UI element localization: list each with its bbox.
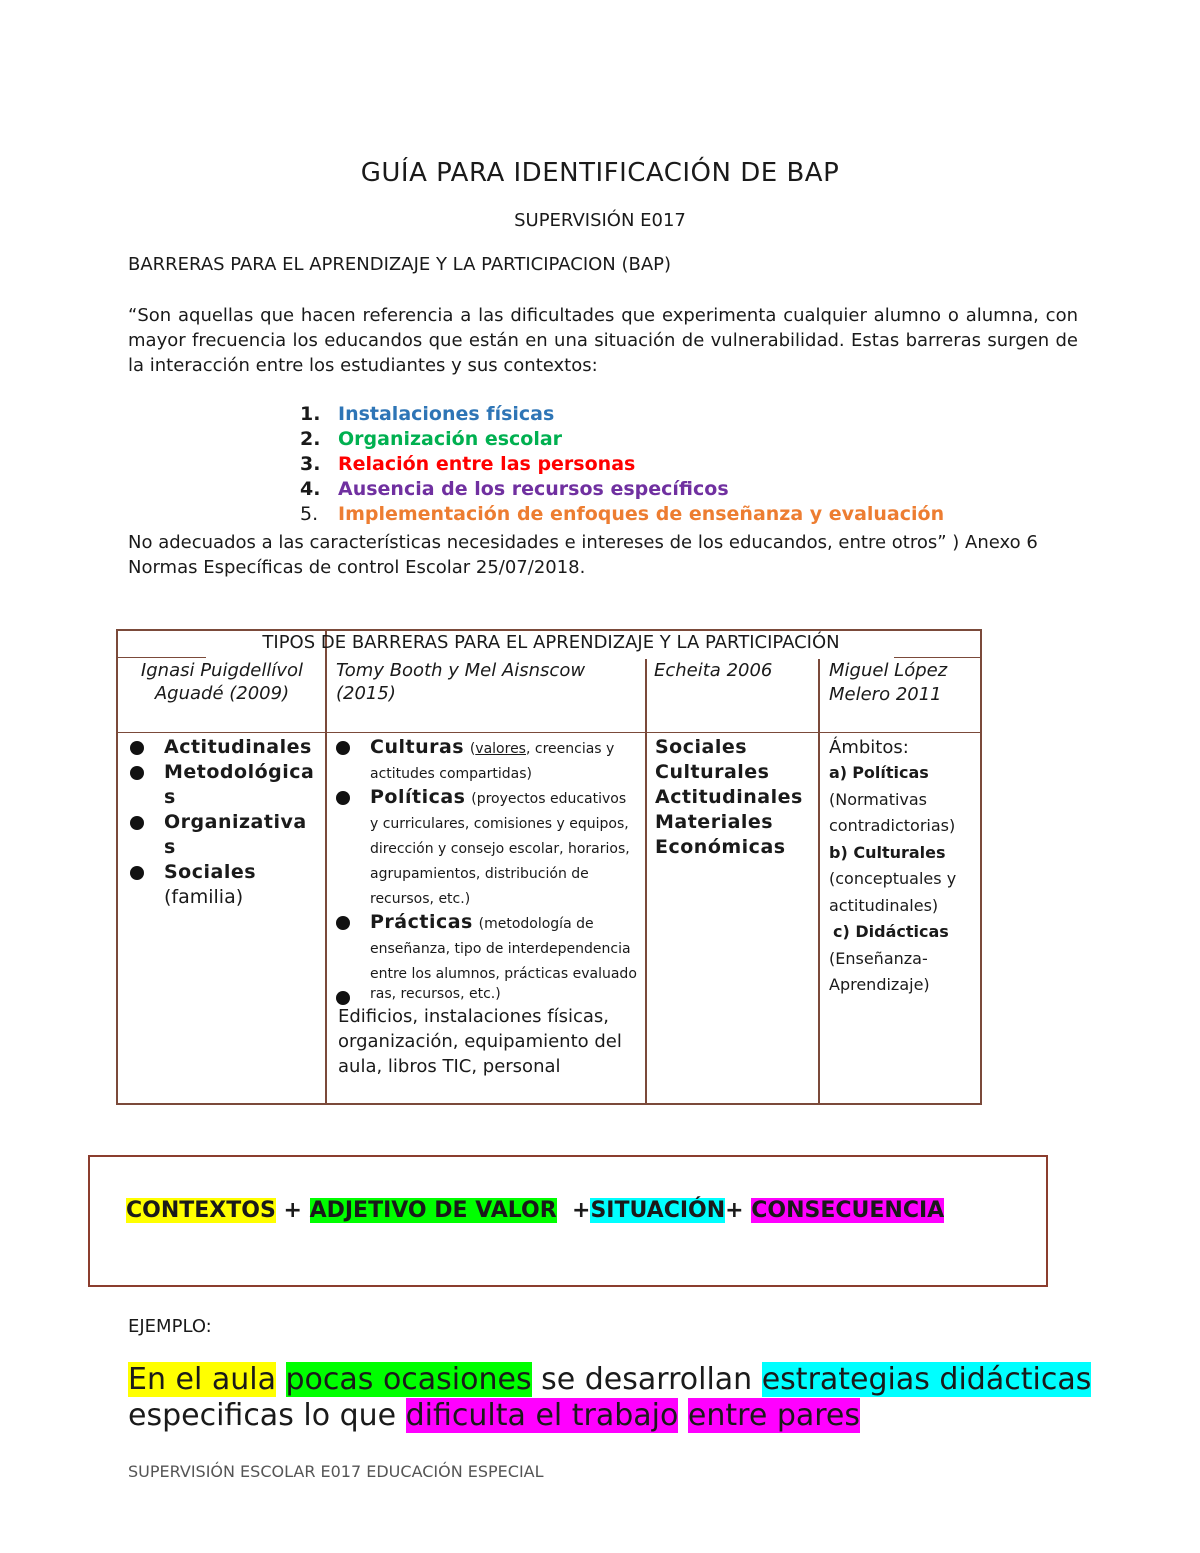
ambito-a-note: (Normativas contradictorias) [829, 789, 956, 835]
barrier-item: Sociales [126, 860, 316, 885]
page-subtitle: SUPERVISIÓN E017 [514, 210, 686, 231]
author-lopez-melero: Miguel López Melero 2011 [829, 660, 948, 705]
barrier-item: Metodológicas [126, 760, 316, 810]
barrier-culturas: Culturas (valores, creencias y actitudes compartidas) [332, 735, 638, 785]
formula-contextos: CONTEXTOS [126, 1198, 276, 1223]
example-label: EJEMPLO: [128, 1316, 212, 1337]
context-item: 3. Relación entre las personas [300, 453, 636, 475]
barrier-item: Sociales [655, 736, 748, 758]
page-footer: SUPERVISIÓN ESCOLAR E017 EDUCACIÓN ESPECIAL [128, 1462, 544, 1481]
col-booth [332, 735, 638, 1079]
col-echeita [655, 735, 815, 860]
formula: CONTEXTOS + ADJETIVO DE VALOR +SITUACIÓN+ CONSECUENCIA [126, 1198, 945, 1223]
barrier-extra: ras, recursos, etc.) [332, 985, 638, 1004]
barrier-item: Económicas [655, 836, 786, 858]
formula-consecuencia: CONSECUENCIA [751, 1198, 945, 1223]
barrier-item: Culturales [655, 761, 770, 783]
context-item: 1. Instalaciones físicas [300, 403, 555, 425]
ambito-a: a) Políticas [829, 763, 929, 782]
section-heading: BARRERAS PARA EL APRENDIZAJE Y LA PARTICIPACION (BAP) [128, 254, 672, 275]
context-item: 5. Implementación de enfoques de enseñanza y evaluación [300, 503, 945, 525]
author-puigdellivol: Ignasi Puigdellívol Aguadé (2009) [140, 660, 304, 704]
contexts-list [300, 402, 944, 527]
ambito-b-note: (conceptuales y actitudinales) [829, 869, 957, 915]
ambito-c: c) Didácticas [833, 922, 949, 941]
quote-intro: “Son aquellas que hacen referencia a las dificultades que experimenta cualquier alumno o alumna, con mayor frecuencia los educandos que están en una situación de vulnerabilidad. Estas barreras surgen de la interacción entre los estudiantes y sus contextos: [128, 305, 1078, 376]
ambitos-heading: Ámbitos: [829, 737, 909, 758]
barrier-item: Organizativas [126, 810, 316, 860]
context-item: 2. Organización escolar [300, 428, 563, 450]
author-echeita: Echeita 2006 [654, 660, 773, 681]
context-item: 4. Ausencia de los recursos específicos [300, 478, 729, 500]
formula-situacion: SITUACIÓN [590, 1198, 726, 1223]
quote-end: No adecuados a las características necesidades e intereses de los educandos, entre otros” ) Anexo 6 Normas Específicas de control Escolar 25/07/2018. [128, 532, 1038, 578]
ambito-c-note: (Enseñanza-Aprendizaje) [829, 948, 930, 994]
col-puigdellivol [126, 735, 316, 910]
barrier-politicas: Políticas (proyectos educativos y curriculares, comisiones y equipos, dirección y consejo escolar, horarios, agrupamientos, distribución de recursos, etc.) [332, 785, 638, 910]
formula-adjetivo: ADJETIVO DE VALOR [309, 1198, 557, 1223]
barriers-table [116, 629, 982, 1105]
barrier-edificios: Edificios, instalaciones físicas, organización, equipamiento del aula, libros TIC, personal [338, 1006, 622, 1077]
barrier-item: Actitudinales [655, 786, 803, 808]
barrier-note: (familia) [164, 886, 244, 908]
page-title: GUÍA PARA IDENTIFICACIÓN DE BAP [360, 158, 840, 188]
ambito-b: b) Culturales [829, 842, 946, 862]
table-title: TIPOS DE BARRERAS PARA EL APRENDIZAJE Y LA PARTICIPACIÓN [262, 632, 840, 653]
barrier-item: Actitudinales [126, 735, 316, 760]
col-lopez-melero [829, 735, 977, 999]
barrier-practicas: Prácticas (metodología de enseñanza, tipo de interdependencia entre los alumnos, prácticas evaluado [332, 910, 638, 985]
barrier-item: Materiales [655, 811, 774, 833]
author-booth: Tomy Booth y Mel Aisnscow (2015) [336, 660, 586, 704]
example-sentence: En el aula pocas ocasiones se desarrollan estrategias didácticas especificas lo que dificulta el trabajo entre pares [128, 1362, 1092, 1433]
